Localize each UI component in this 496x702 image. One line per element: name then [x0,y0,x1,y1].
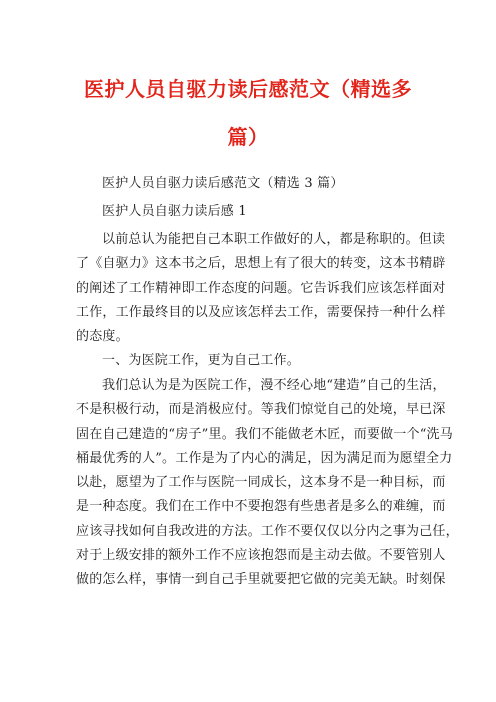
paragraph-line: 是一种态度。我们在工作中不要抱怨有些患者是多么的难缠，而 [76,499,446,515]
paragraph-1 [76,228,446,349]
paragraph-line: 不是积极行动，而是消极应付。等我们惊觉自己的处境，早已深 [76,402,446,418]
section-heading-text: 医护人员自驱力读后感 1 [102,204,247,219]
paragraph-line: 工作，工作最终目的以及应该怎样去工作，需要保持一种什么样 [76,304,446,320]
paragraph-2 [76,374,459,593]
paragraph-line: 对于上级安排的额外工作不应该抱怨而是主动去做。不要管别人 [76,548,446,564]
paragraph-line: 做的怎么样，事情一到自己手里就要把它做的完美无缺。时刻保 [76,572,446,588]
paragraph-line: 我们总认为是为医院工作，漫不经心地“建造”自己的生活， [102,378,446,393]
subtitle-text: 医护人员自驱力读后感范文（精选 3 篇） [102,176,344,191]
paragraph-line: 以前总认为能把自己本职工作做好的人，都是称职的。但读 [102,232,446,247]
paragraph-line: 桶最优秀的人”。工作是为了内心的满足，因为满足而为愿望全力 [76,450,453,466]
point-1-text: 一、为医院工作，更为自己工作。 [102,353,301,368]
paragraph-line: 的阐述了工作精神即工作态度的问题。它告诉我们应该怎样面对 [76,280,446,296]
point-1 [76,349,428,373]
paragraph-line: 固在自己建造的“房子”里。我们不能做老木匠，而要做一个“洗马 [76,426,453,442]
paragraph-line: 的态度。 [76,329,129,345]
paragraph-line: 应该寻找如何自我改进的方法。工作不要仅仅以分内之事为己任， [76,523,459,539]
paragraph-line: 以赴，愿望为了工作与医院一同成长，这本身不是一种目标，而 [76,475,446,491]
document-title-line-2: 篇） [227,125,269,149]
paragraph-line: 了《自驱力》这本书之后，思想上有了很大的转变，这本书精辟 [76,256,446,272]
document-title-line-1: 医护人员自驱力读后感范文（精选多 [84,77,412,101]
section-heading [76,200,428,224]
subtitle [76,172,428,196]
